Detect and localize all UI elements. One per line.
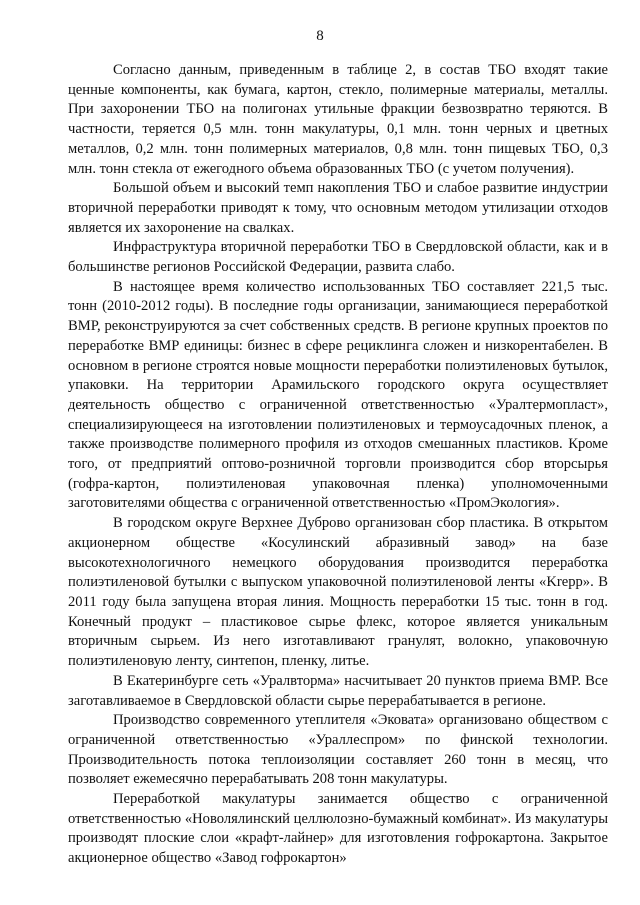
paragraph-tbo-composition: Согласно данным, приведенным в таблице 2, в состав ТБО входят такие ценные компоненты, как бумага, картон, стекло, полимерные материалы, металлы. При захоронении ТБО на полигонах утильные фракции безвозвратно теряются. В частности, теряется 0,5 млн. тонн макулатуры, 0,1 млн. тонн черных и цветных металлов, 0,2 млн. тонн полимерных материалов, 0,8 млн. тонн пищевых ТБО, 0,3 млн. тонн стекла от ежегодного объема образованных ТБО (с учетом получения). bbox=[68, 62, 608, 177]
paragraph-uralvtorma: В Екатеринбурге сеть «Уралвторма» насчитывает 20 пунктов приема ВМР. Все заготавливаемое в Свердловской области сырье перерабатывается в регионе. bbox=[68, 672, 608, 709]
paragraph-ekovata: Производство современного утеплителя «Эковата» организовано обществом с ограниченной ответственностью «Ураллеспром» по финской технологии. Производительность потока теплоизоляции составляет 260 тонн в месяц, что позволяет ежемесячно перерабатывать 208 тонн макулатуры. bbox=[68, 712, 608, 788]
page-number: 8 bbox=[316, 28, 324, 44]
paragraph-recycling-organizations: В настоящее время количество использованных ТБО составляет 221,5 тыс. тонн (2010-2012 годы). В последние годы организации, занимающиеся переработкой ВМР, реконструируются за счет собственных средств. В регионе крупных проектов по переработке ВМР единицы: бизнес в сфере рециклинга сложен и низкорентабелен. В основном в регионе строятся новые мощности переработки полиэтиленовых бутылок, упаковки. На территории Арамильского городского округа осуществляет деятельность общество с ограниченной ответственностью «Уралтермопласт», специализирующееся на изготовлении полиэтиленовых и термоусадочных пленок, а также производстве полимерного профиля из отходов смешанных пластиков. Кроме того, от предприятий оптово-розничной торговли производится сбор вторсырья (гофра-картон, полиэтиленовая упаковочная пленка) уполномоченными заготовителями общества с ограниченной ответственностью «ПромЭкология». bbox=[68, 278, 608, 512]
paragraph-landfill-method: Большой объем и высокий темп накопления ТБО и слабое развитие индустрии вторичной переработки приводят к тому, что основным методом утилизации отходов является их захоронение на свалках. bbox=[68, 180, 608, 236]
body-text bbox=[68, 61, 608, 869]
paragraph-verkhnee-dubrovo: В городском округе Верхнее Дуброво организован сбор пластика. В открытом акционерном обществе «Косулинский абразивный завод» на базе высокотехнологичного немецкого оборудования производится переработка полиэтиленовой бутылки с выпуском упаковочной полиэтиленовой ленты «Krepp». В 2011 году была запущена вторая линия. Мощность переработки 15 тыс. тонн в год. Конечный продукт – пластиковое сырье флекс, которое является уникальным вторичным сырьем. Из него изготавливают гранулят, волокно, упаковочную полиэтиленовую ленту, синтепон, пленку, литье. bbox=[68, 515, 608, 670]
paragraph-infrastructure: Инфраструктура вторичной переработки ТБО в Свердловской области, как и в большинстве регионов Российской Федерации, развита слабо. bbox=[68, 239, 608, 276]
paragraph-waste-paper: Переработкой макулатуры занимается общество с ограниченной ответственностью «Новолялинский целлюлозно-бумажный комбинат». Из макулатуры производят плоские слои «крафт-лайнер» для изготовления гофрокартона. Закрытое акционерное общество «Завод гофрокартон» bbox=[68, 791, 608, 867]
